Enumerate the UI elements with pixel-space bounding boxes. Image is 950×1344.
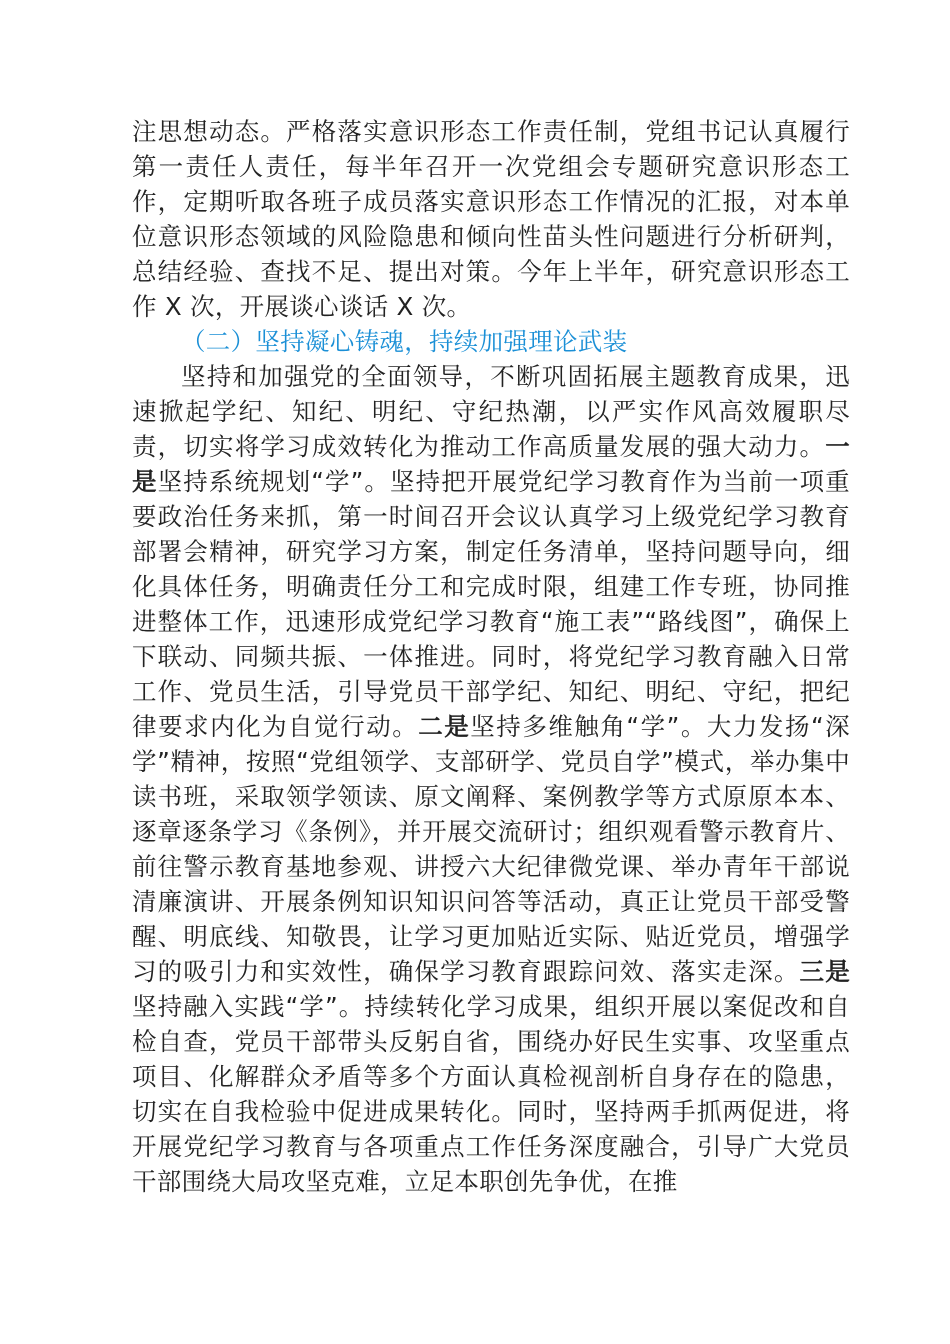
lead-marker-1: 一是 — [132, 432, 850, 496]
paragraph-ideology-work: 注思想动态。严格落实意识形态工作责任制，党组书记认真履行第一责任人责任，每半年召开一次党组会专题研究意识形态工作，定期听取各班子成员落实意识形态工作情况的汇报，对本单位意识形态领域的风险隐患和倾向性苗头性问题进行分析研判，总结经验、查找不足、提出对策。今年上半年，研究意识形态工作 X 次，开展谈心谈话 X 次。 — [132, 117, 850, 321]
lead-marker-3: 三是 — [799, 957, 851, 986]
paragraph-theory-study — [132, 359, 850, 1199]
point-1-text: 坚持系统规划“学”。坚持把开展党纪学习教育作为当前一项重要政治任务来抓，第一时间召开会议认真学习上级党纪学习教育部署会精神，研究学习方案，制定任务清单，坚持问题导向，细化具体任务，明确责任分工和完成时限，组建工作专班，协同推进整体工作，迅速形成党纪学习教育“施工表”“路线图”，确保上下联动、同频共振、一体推进。同时，将党纪学习教育融入日常工作、党员生活，引导党员干部学纪、知纪、明纪、守纪，把纪律要求内化为自觉行动。 — [132, 467, 850, 741]
point-2-text: 坚持多维触角“学”。大力发扬“深学”精神，按照“党组领学、支部研学、党员自学”模式，举办集中读书班，采取领学领读、原文阐释、案例教学等方式原原本本、逐章逐条学习《条例》，并开展交流研讨；组织观看警示教育片、前往警示教育基地参观、讲授六大纪律微党课、举办青年干部说清廉演讲、开展条例知识知识问答等活动，真正让党员干部受警醒、明底线、知敬畏，让学习更加贴近实际、贴近党员，增强学习的吸引力和实效性，确保学习教育跟踪问效、落实走深。 — [132, 712, 850, 986]
section-heading-2: （二）坚持凝心铸魂，持续加强理论武装 — [181, 327, 628, 356]
paragraph-intro: 坚持和加强党的全面领导，不断巩固拓展主题教育成果，迅速掀起学纪、知纪、明纪、守纪热潮，以严实作风高效履职尽责，切实将学习成效转化为推动工作高质量发展的强大动力。 — [132, 362, 850, 461]
document-page — [132, 114, 850, 1199]
point-3-text: 坚持融入实践“学”。持续转化学习成果，组织开展以案促改和自检自查，党员干部带头反躬自省，围绕办好民生实事、攻坚重点项目、化解群众矛盾等多个方面认真检视剖析自身存在的隐患，切实在自我检验中促进成果转化。同时，坚持两手抓两促进，将开展党纪学习教育与各项重点工作任务深度融合，引导广大党员干部围绕大局攻坚克难，立足本职创先争优，在推 — [132, 992, 850, 1196]
lead-marker-2: 二是 — [418, 712, 471, 741]
